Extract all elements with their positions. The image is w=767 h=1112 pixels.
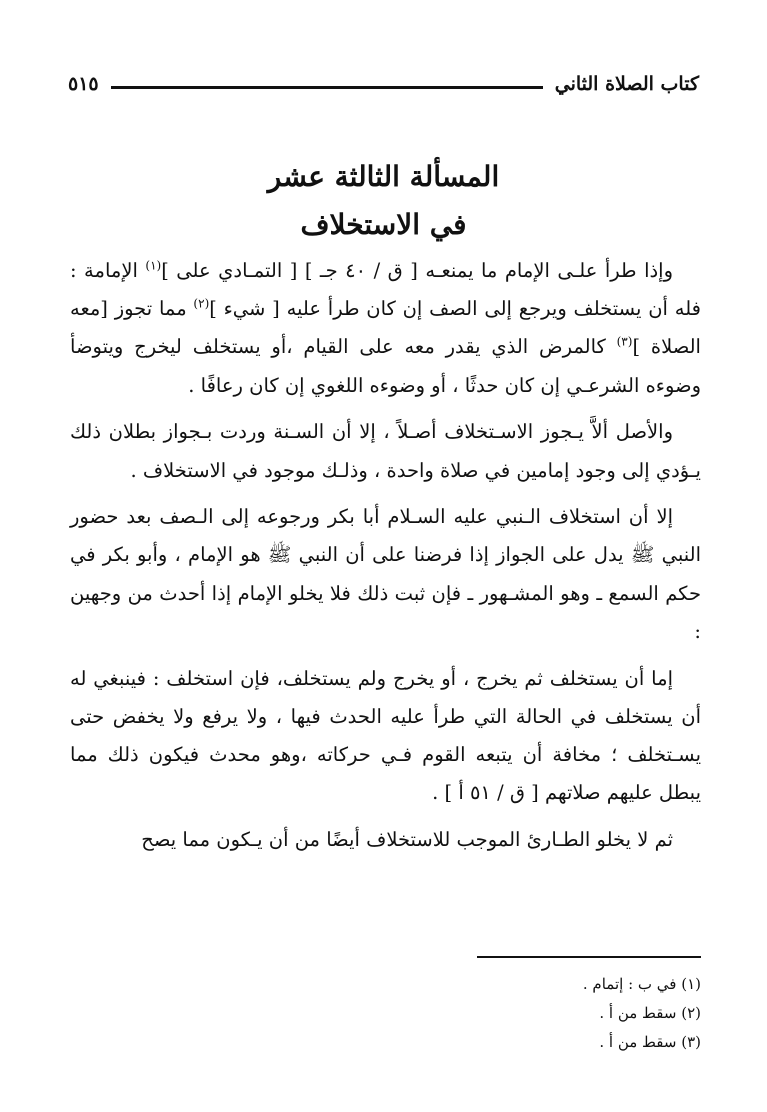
body-text — [70, 252, 701, 859]
paragraph-text: الإمامة : فله أن يستخلف ويرجع إلى الصف إن كان طرأ عليه [ شيء ] — [70, 259, 701, 321]
paragraph-text: ثم لا يخلو الطـارئ الموجب للاستخلاف أيضًا من أن يـكون مما يصح — [141, 827, 673, 851]
footnote-reference: (٢) — [193, 296, 210, 311]
footnote: (٣) سقط من أ . — [599, 1033, 701, 1051]
issue-heading: المسألة الثالثة عشر — [267, 160, 500, 193]
footnote: (١) في ب : إتمام . — [582, 975, 701, 993]
paragraph-text: مما تجوز [معه الصلاة ] — [70, 297, 701, 359]
footnote-reference: (٣) — [616, 334, 633, 349]
issue-subheading: في الاستخلاف — [300, 208, 467, 241]
footnote-rule — [477, 956, 701, 958]
header-rule — [111, 86, 543, 89]
footnote: (٢) سقط من أ . — [599, 1004, 701, 1022]
footnotes — [300, 970, 701, 1057]
footnote-reference: (١) — [145, 258, 162, 273]
body-paragraph — [70, 660, 701, 813]
book-title: كتاب الصلاة الثاني — [554, 73, 699, 95]
paragraph-text: وإذا طرأ علـى الإمام ما يمنعـه [ ق / ٤٠ جـ ] [ التمـادي على ] — [161, 259, 674, 282]
body-paragraph — [70, 821, 701, 859]
paragraph-text: إما أن يستخلف ثم يخرج ، أو يخرج ولم يستخلف، فإن استخلف : فينبغي له أن يستخلف في الحالة التي طرأ عليه الحدث فيها ، ولا يرفع ولا يخفض حتى يسـتخلف ؛ مخافة أن يتبعه القوم فـي حركاته ،وهو محدث فيكون ذلك مما يبطل عليهم صلاتهم [ ق / ٥١ أ ] . — [70, 666, 701, 805]
body-paragraph — [70, 252, 701, 405]
paragraph-text: إلا أن استخلاف الـنبي عليه السـلام أبا بكر ورجوعه إلى الـصف بعد حضور النبي ﷺ يدل على الجواز إذا فرضنا على أن النبي ﷺ هو الإمام ، وأبو بكر في حكم السمع ـ وهو المشـهور ـ فإن ثبت ذلك فلا يخلو الإمام إذا أحدث من وجهين : — [70, 505, 701, 643]
running-header — [68, 66, 699, 102]
body-paragraph — [70, 413, 701, 489]
body-paragraph — [70, 498, 701, 651]
paragraph-text: كالمرض الذي يقدر معه على القيام ،أو يستخلف ليخرج ويتوضأ وضوءه الشرعـي إن كان حدثًا ، أو وضوءه اللغوي إن كان رعافًا . — [70, 335, 701, 397]
page-number: ٥١٥ — [68, 73, 99, 95]
paragraph-text: والأصل ألاَّ يـجوز الاسـتخلاف أصـلاً ، إلا أن السـنة وردت بـجواز بطلان ذلك يـؤدي إلى وجود إمامين في صلاة واحدة ، وذلـك موجود في الاستخلاف . — [70, 420, 701, 482]
